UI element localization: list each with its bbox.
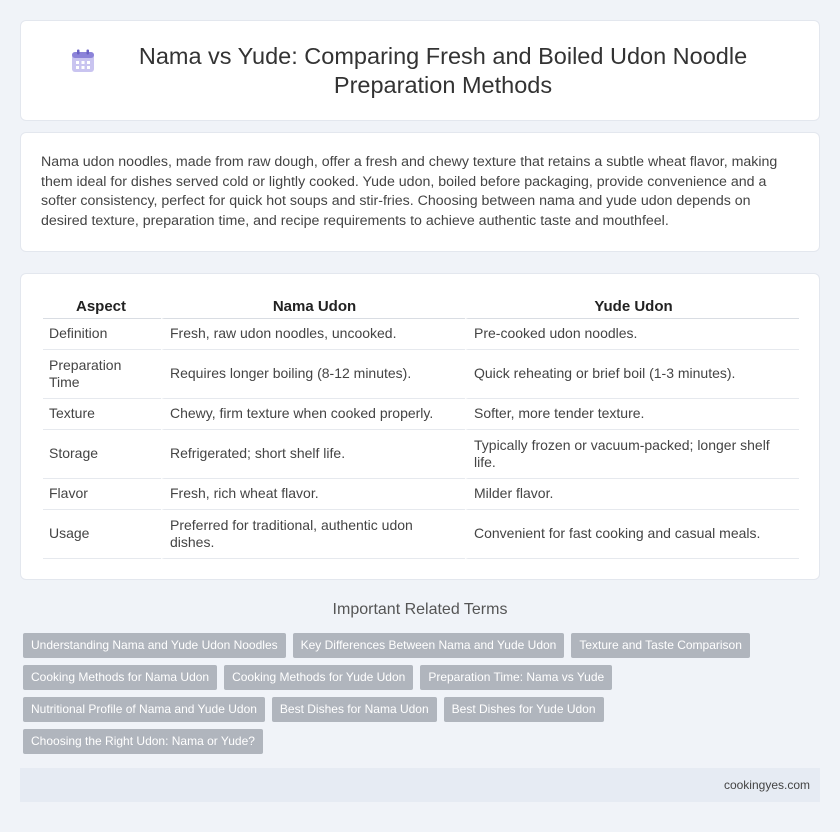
table-cell-yude: Softer, more tender texture. — [465, 399, 799, 430]
related-tag[interactable]: Texture and Taste Comparison — [571, 633, 750, 658]
related-terms-title: Important Related Terms — [332, 601, 508, 618]
table-cell-nama: Fresh, rich wheat flavor. — [161, 479, 465, 510]
table-cell-nama: Preferred for traditional, authentic udon dishes. — [161, 510, 465, 559]
table-header-row — [43, 296, 799, 319]
related-tag[interactable]: Nutritional Profile of Nama and Yude Udon — [23, 697, 265, 722]
table-cell-yude: Typically frozen or vacuum-packed; longer shelf life. — [465, 430, 799, 479]
header-inner — [70, 42, 770, 100]
table-cell-aspect: Flavor — [43, 479, 161, 510]
related-tag[interactable]: Preparation Time: Nama vs Yude — [420, 665, 612, 690]
table-cell-nama: Chewy, firm texture when cooked properly. — [161, 399, 465, 430]
header-card — [20, 20, 820, 121]
table-row — [43, 350, 799, 399]
related-tag[interactable]: Choosing the Right Udon: Nama or Yude? — [23, 729, 263, 754]
comparison-table — [43, 296, 799, 559]
table-row — [43, 430, 799, 479]
page-title: Nama vs Yude: Comparing Fresh and Boiled Udon Noodle Preparation Methods — [138, 42, 748, 98]
intro-card — [20, 132, 820, 252]
related-tag[interactable]: Key Differences Between Nama and Yude Udon — [293, 633, 565, 658]
table-row — [43, 399, 799, 430]
table-row — [43, 479, 799, 510]
table-cell-nama: Fresh, raw udon noodles, uncooked. — [161, 319, 465, 350]
related-terms-tags — [23, 633, 823, 761]
related-tag[interactable]: Cooking Methods for Nama Udon — [23, 665, 217, 690]
related-tag[interactable]: Cooking Methods for Yude Udon — [224, 665, 413, 690]
table-cell-aspect: Usage — [43, 510, 161, 559]
table-cell-aspect: Texture — [43, 399, 161, 430]
table-row — [43, 319, 799, 350]
table-cell-aspect: Storage — [43, 430, 161, 479]
table-cell-aspect: Definition — [43, 319, 161, 350]
table-cell-yude: Quick reheating or brief boil (1-3 minutes). — [465, 350, 799, 399]
comparison-table-card — [20, 273, 820, 580]
column-header-yude: Yude Udon — [465, 296, 799, 319]
table-row — [43, 510, 799, 559]
table-cell-nama: Refrigerated; short shelf life. — [161, 430, 465, 479]
table-cell-yude: Pre-cooked udon noodles. — [465, 319, 799, 350]
footer-site-link[interactable]: cookingyes.com — [723, 778, 810, 792]
related-tag[interactable]: Understanding Nama and Yude Udon Noodles — [23, 633, 286, 658]
related-tag[interactable]: Best Dishes for Yude Udon — [444, 697, 604, 722]
calendar-icon — [70, 48, 96, 74]
table-cell-aspect: Preparation Time — [43, 350, 161, 399]
table-cell-yude: Convenient for fast cooking and casual meals. — [465, 510, 799, 559]
column-header-nama: Nama Udon — [161, 296, 465, 319]
related-tag[interactable]: Best Dishes for Nama Udon — [272, 697, 437, 722]
intro-text: Nama udon noodles, made from raw dough, offer a fresh and chewy texture that retains a subtle wheat flavor, making them ideal for dishes served cold or lightly cooked. Yude udon, boiled before packaging, provide convenience and a softer consistency, perfect for quick hot soups and stir-fries. Choosing between nama and yude udon depends on desired texture, preparation time, and recipe requirements to achieve authentic taste and mouthfeel. — [41, 154, 778, 229]
footer — [20, 768, 820, 802]
column-header-aspect: Aspect — [43, 296, 161, 319]
table-cell-nama: Requires longer boiling (8-12 minutes). — [161, 350, 465, 399]
table-cell-yude: Milder flavor. — [465, 479, 799, 510]
